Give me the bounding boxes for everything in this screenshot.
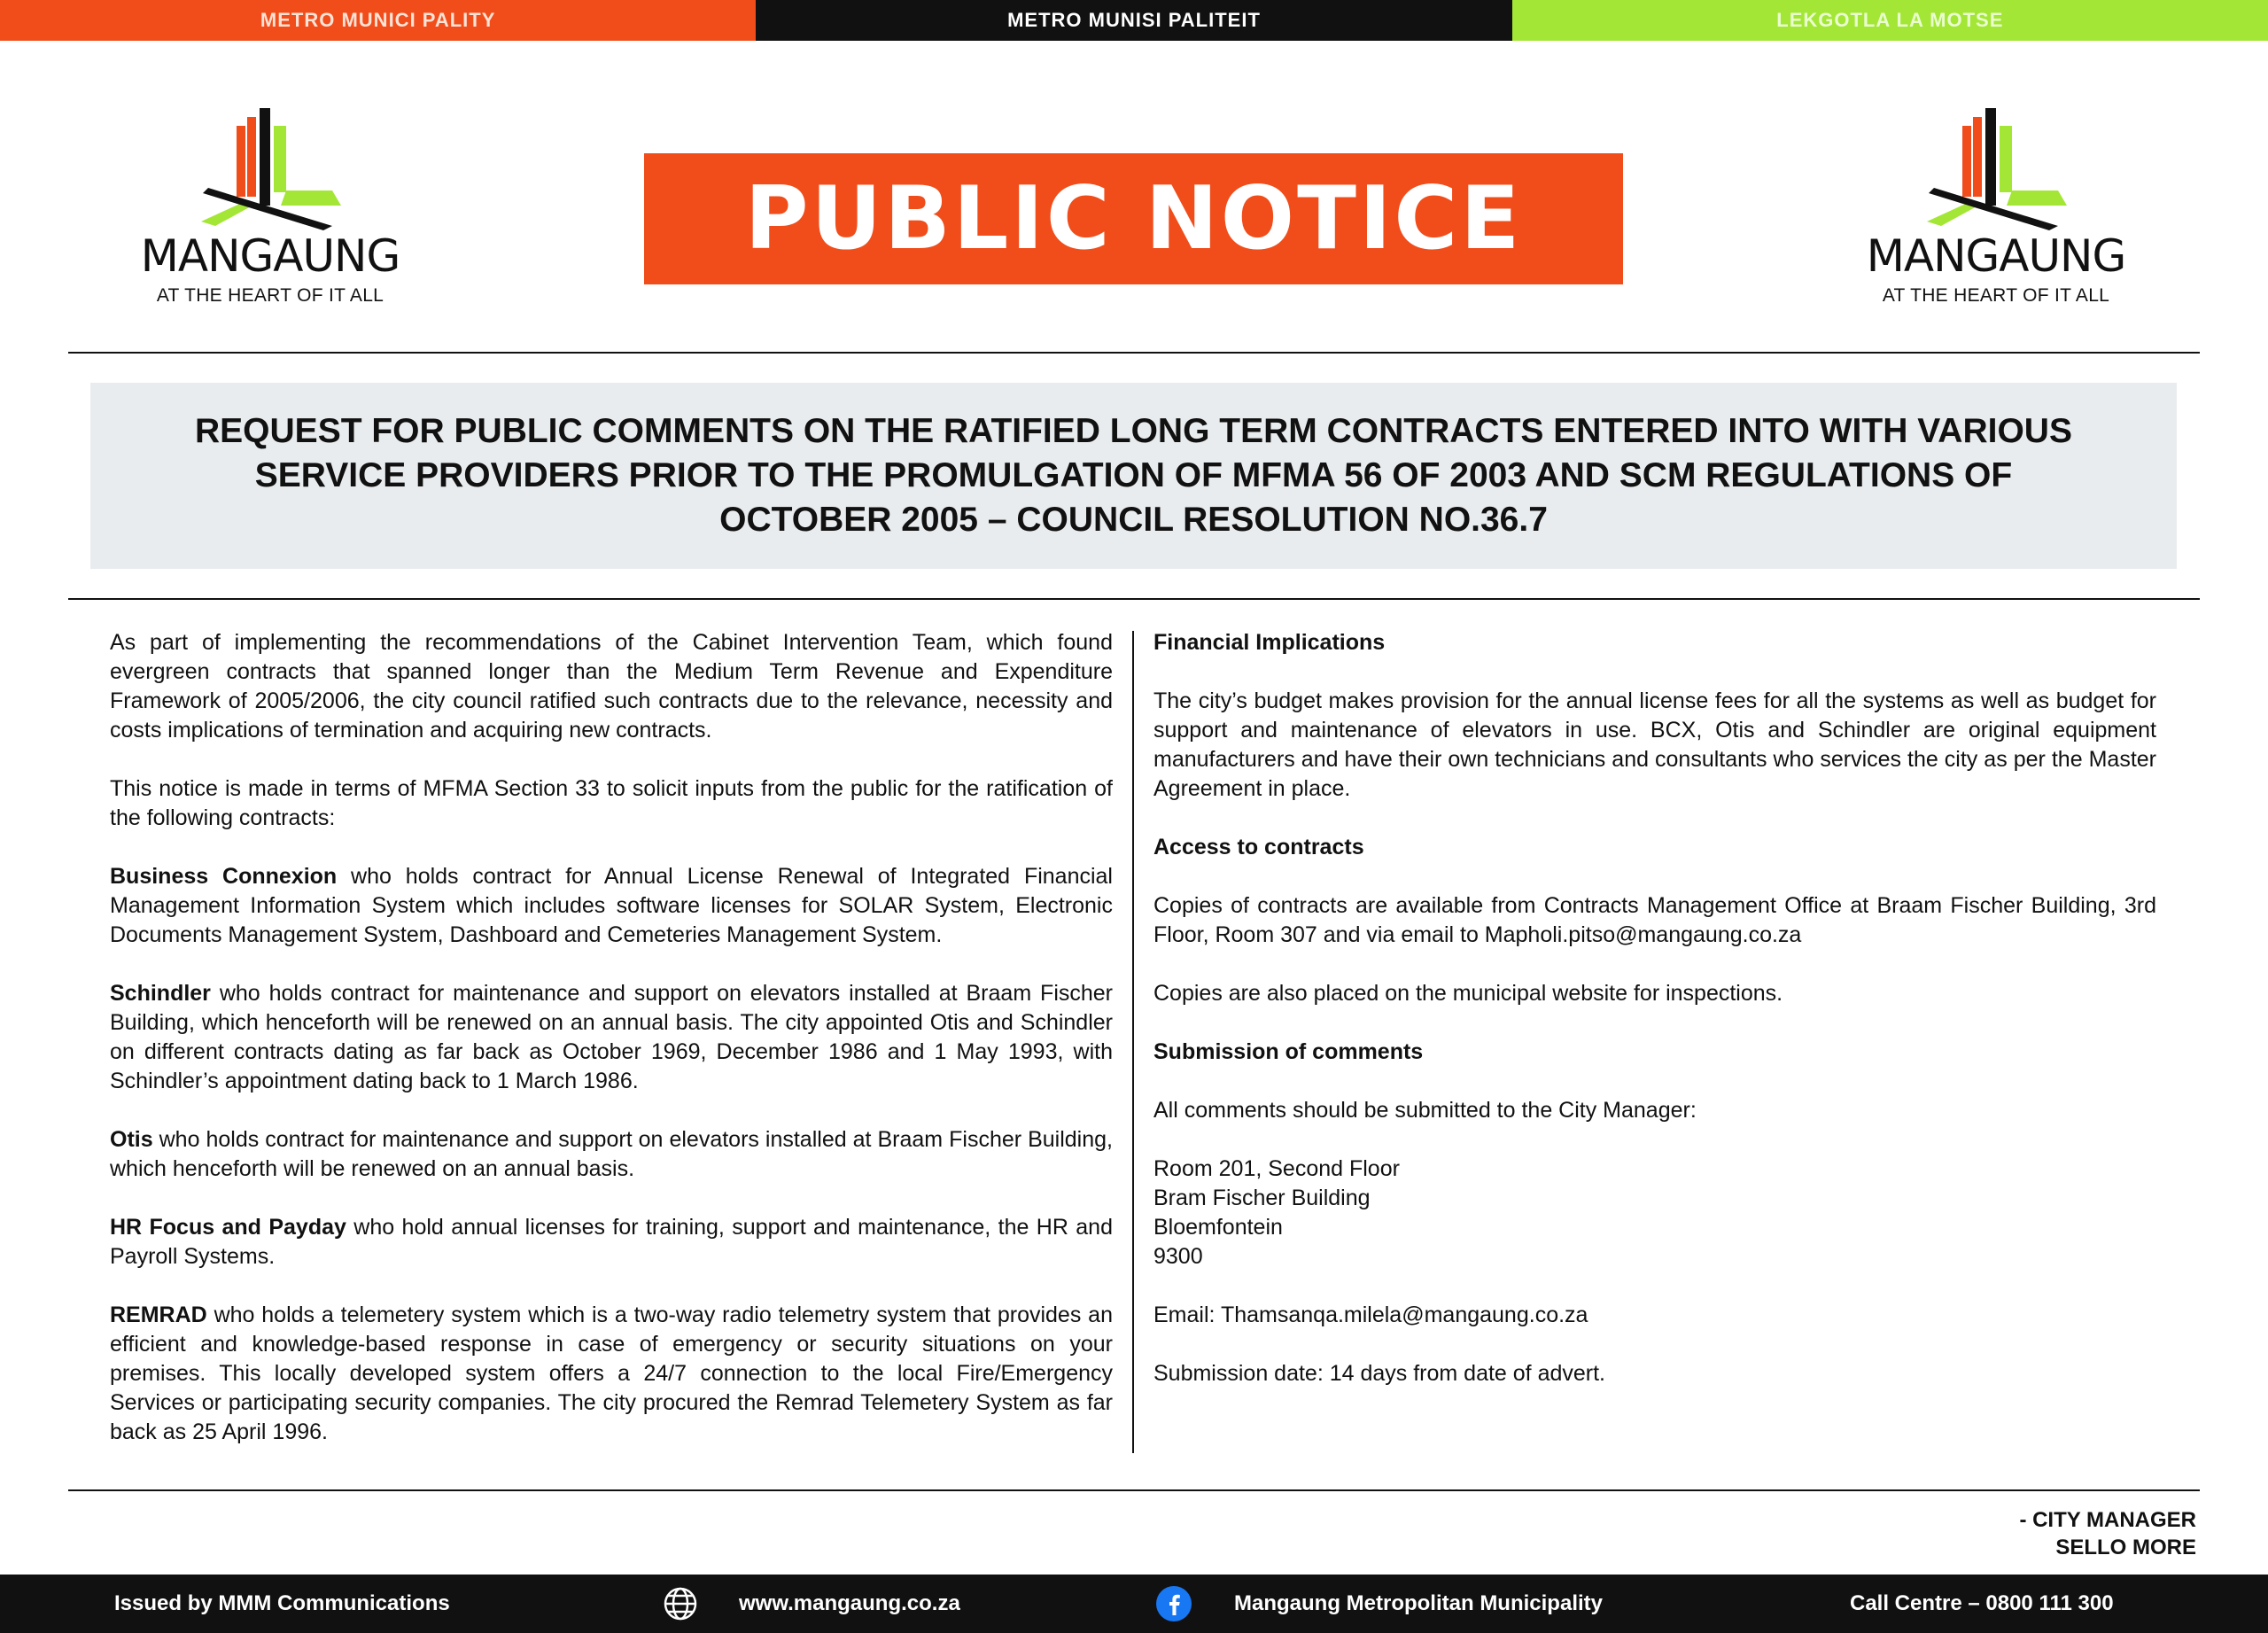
divider-top (68, 352, 2200, 354)
submission-date: Submission date: 14 days from date of advert. (1153, 1361, 1605, 1386)
signature-title: - CITY MANAGER (2019, 1508, 2196, 1532)
footer-call-centre: Call Centre – 0800 111 300 (1850, 1591, 2114, 1615)
contract-otis (110, 1125, 1113, 1184)
submission-email: Email: Thamsanqa.milela@mangaung.co.za (1153, 1303, 1588, 1327)
contract-text: who holds contract for maintenance and support on elevators installed at Braam Fischer Building, which henceforth will be renewed on an annual basis. The city appointed Otis and Schindler on different contracts dating as far back as October 1969, December 1986 and 1 May 1993, with Schindler’s appointment dating back to 1 March 1986. (110, 981, 1113, 1093)
top-band-sesotho: LEKGOTLA LA MOTSE (1512, 0, 2268, 41)
contract-schindler (110, 979, 1113, 1096)
contract-text: who hold annual licenses for training, support and maintenance, the HR and Payroll Systems. (110, 1215, 1113, 1269)
notice-title: REQUEST FOR PUBLIC COMMENTS ON THE RATIFIED LONG TERM CONTRACTS ENTERED INTO WITH VARIOUS SERVICE PROVIDERS PRIOR TO THE PROMULGATION OF MFMA 56 OF 2003 AND SCM REGULATIONS OF OCTOBER 2005 – COUNCIL RESOLUTION NO.36.7 (195, 412, 2072, 539)
address-block (1153, 1155, 2156, 1271)
contract-text: who holds a telemetery system which is a two-way radio telemetry system that provides an efficient and knowledge-based response in case of emergency or security situations on your premises. This locally developed system offers a 24/7 connection to the local Fire/Emergency Services or participating security companies. The city procured the Remrad Telemetery System as far back as 25 April 1996. (110, 1303, 1113, 1444)
access-paragraph-website: Copies are also placed on the municipal website for inspections. (1153, 981, 1783, 1006)
submission-paragraph: All comments should be submitted to the City Manager: (1153, 1098, 1697, 1123)
footer-facebook-link[interactable]: Mangaung Metropolitan Municipality (1234, 1591, 1603, 1615)
top-band-english: METRO MUNICI PALITY (0, 0, 756, 41)
signature-name: SELLO MORE (2055, 1536, 2196, 1559)
contractor-name: Otis (110, 1127, 153, 1152)
address-line: Room 201, Second Floor (1153, 1156, 1400, 1181)
financial-heading: Financial Implications (1153, 630, 1386, 655)
contractor-name: Schindler (110, 981, 211, 1006)
contract-text: who holds contract for Annual License Renewal of Integrated Financial Management Information System which includes software licenses for SOLAR System, Electronic Documents Management System, Dashboard and Cemeteries Management System. (110, 864, 1113, 947)
contractor-name: HR Focus and Payday (110, 1215, 346, 1240)
logo-wordmark: MANGAUNG (140, 230, 400, 282)
access-heading: Access to contracts (1153, 835, 1364, 859)
facebook-icon (1155, 1575, 1192, 1633)
signature-block (2019, 1506, 2196, 1561)
address-line: Bram Fischer Building (1153, 1186, 1371, 1210)
logo-wordmark: MANGAUNG (1866, 230, 2126, 282)
column-divider (1132, 631, 1134, 1453)
globe-icon (663, 1575, 698, 1633)
divider-title (68, 598, 2200, 600)
footer (0, 1575, 2268, 1633)
banner-title: PUBLIC NOTICE (744, 168, 1523, 269)
mangaung-logo-left (120, 106, 421, 328)
address-line: 9300 (1153, 1244, 1203, 1269)
footer-website-link[interactable]: www.mangaung.co.za (739, 1591, 960, 1615)
mangaung-logo-icon (1916, 106, 2076, 230)
logo-tagline: AT THE HEART OF IT ALL (156, 285, 384, 306)
contract-hr-focus-payday (110, 1213, 1113, 1271)
notice-paragraph: This notice is made in terms of MFMA Section 33 to solicit inputs from the public for the ratification of the following contracts: (110, 776, 1113, 830)
submission-heading: Submission of comments (1153, 1039, 1424, 1064)
footer-issued-by: Issued by MMM Communications (114, 1591, 450, 1615)
logo-tagline: AT THE HEART OF IT ALL (1882, 285, 2110, 306)
divider-bottom (68, 1489, 2200, 1491)
top-band-afrikaans: METRO MUNISI PALITEIT (756, 0, 1511, 41)
public-notice-banner (644, 153, 1623, 284)
financial-paragraph: The city’s budget makes provision for the annual license fees for all the systems as well as budget for support and maintenance of elevators in use. BCX, Otis and Schindler are original equipment manufacturers and have their own technicians and consultants who services the city as per the Master Agreement in place. (1153, 688, 2156, 801)
mangaung-logo-icon (190, 106, 350, 230)
mangaung-logo-right (1845, 106, 2147, 328)
left-column (110, 628, 1113, 1476)
intro-paragraph: As part of implementing the recommendations of the Cabinet Intervention Team, which found evergreen contracts that spanned longer than the Medium Term Revenue and Expenditure Framework of 2005/2006, the city council ratified such contracts due to the relevance, necessity and costs implications of termination and acquiring new contracts. (110, 630, 1113, 743)
access-paragraph: Copies of contracts are available from Contracts Management Office at Braam Fischer Building, 3rd Floor, Room 307 and via email to Mapholi.pitso@mangaung.co.za (1153, 893, 2156, 947)
notice-title-box (90, 383, 2177, 569)
contract-business-connexion (110, 862, 1113, 950)
right-column (1153, 628, 2156, 1418)
top-band (0, 0, 2268, 41)
contractor-name: Business Connexion (110, 864, 338, 889)
address-line: Bloemfontein (1153, 1215, 1283, 1240)
contract-remrad (110, 1301, 1113, 1447)
contractor-name: REMRAD (110, 1303, 207, 1327)
contract-text: who holds contract for maintenance and support on elevators installed at Braam Fischer Building, which henceforth will be renewed on an annual basis. (110, 1127, 1113, 1181)
